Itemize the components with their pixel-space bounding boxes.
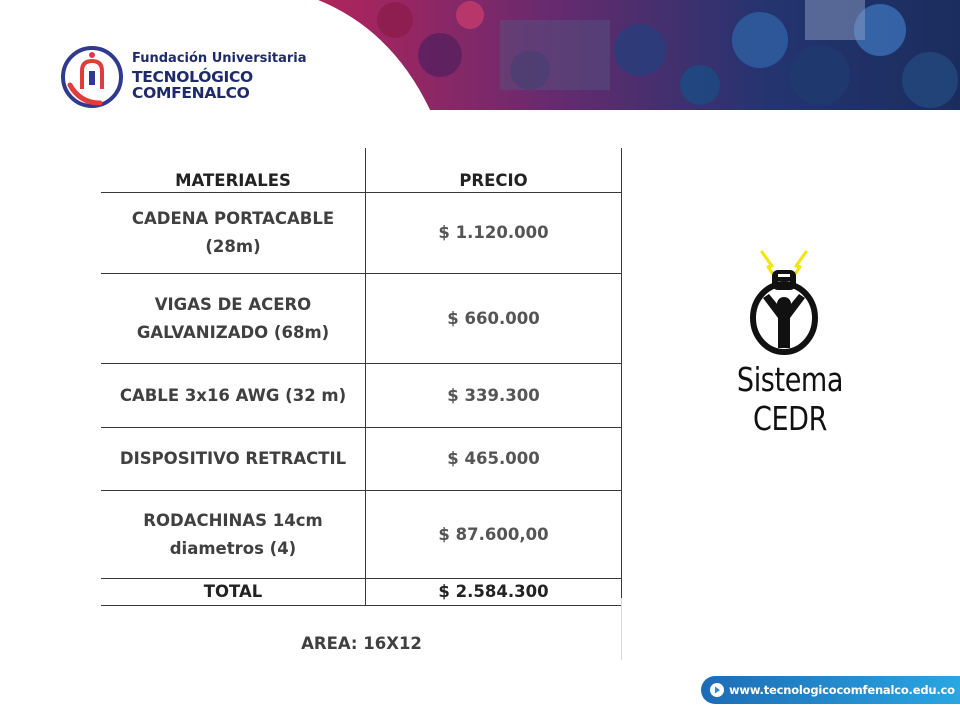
- material-cell: CABLE 3x16 AWG (32 m): [101, 364, 366, 428]
- table-row: [101, 193, 622, 274]
- area-label: AREA: 16X12: [301, 634, 422, 653]
- cedr-brand: [680, 248, 900, 438]
- material-cell: CADENA PORTACABLE (28m): [101, 193, 366, 274]
- table-row: [101, 491, 622, 579]
- material-cell: DISPOSITIVO RETRACTIL: [101, 428, 366, 491]
- table-header-row: [101, 148, 622, 193]
- org-name-line1: Fundación Universitaria: [132, 51, 307, 67]
- website-link[interactable]: [701, 676, 960, 704]
- table-row: [101, 364, 622, 428]
- org-name-line2: TECNOLÓGICO COMFENALCO: [132, 68, 253, 103]
- total-price: $ 2.584.300: [366, 579, 622, 606]
- play-arrow-icon: [709, 682, 725, 698]
- table-row: [101, 428, 622, 491]
- material-cell: RODACHINAS 14cm diametros (4): [101, 491, 366, 579]
- materials-table-image: [101, 148, 667, 660]
- org-logo: [60, 45, 360, 109]
- total-row: [101, 579, 622, 606]
- header-precio: PRECIO: [366, 148, 622, 193]
- cedr-plug-person-icon: [746, 248, 822, 360]
- website-url[interactable]: www.tecnologicocomfenalco.edu.co: [729, 683, 955, 697]
- price-cell: $ 1.120.000: [366, 193, 622, 274]
- material-cell: VIGAS DE ACERO GALVANIZADO (68m): [101, 274, 366, 364]
- total-label: TOTAL: [101, 579, 366, 606]
- table-row: [101, 274, 622, 364]
- comfenalco-logo-icon: [60, 45, 124, 109]
- materials-table: [101, 148, 622, 606]
- cedr-title: Sistema CEDR: [736, 360, 844, 438]
- price-cell: $ 660.000: [366, 274, 622, 364]
- price-cell: $ 87.600,00: [366, 491, 622, 579]
- price-cell: $ 339.300: [366, 364, 622, 428]
- price-cell: $ 465.000: [366, 428, 622, 491]
- header-materiales: MATERIALES: [101, 148, 366, 193]
